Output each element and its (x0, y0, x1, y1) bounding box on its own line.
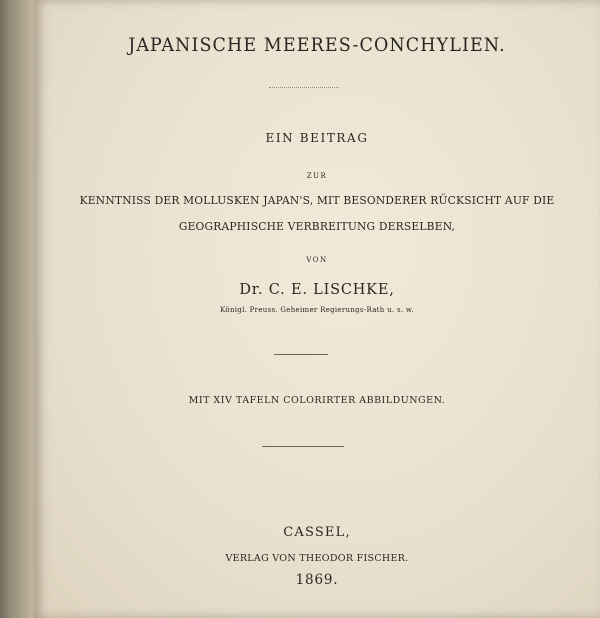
title-page (34, 0, 600, 618)
subtitle-line-2: GEOGRAPHISCHE VERBREITUNG DERSELBEN, (178, 219, 456, 233)
subtitle-line-1: KENNTNISS DER MOLLUSKEN JAPAN'S, MIT BESONDERER RÜCKSICHT AUF DIE (79, 193, 555, 207)
connector-von: VON (306, 256, 328, 264)
ornamental-rule (269, 87, 339, 88)
author-title: Königl. Preuss. Geheimer Regierungs-Rath u. s. w. (220, 306, 414, 314)
author-name: Dr. C. E. LISCHKE, (239, 282, 395, 298)
publication-place: CASSEL, (283, 525, 351, 540)
contribution-heading: EIN BEITRAG (265, 131, 369, 145)
plates-note: MIT XIV TAFELN COLORIRTER ABBILDUNGEN. (188, 395, 446, 406)
divider-rule-1 (274, 354, 328, 355)
publication-year: 1869. (295, 572, 339, 588)
book-title: JAPANISCHE MEERES-CONCHYLIEN. (128, 34, 506, 56)
divider-rule-2 (262, 446, 344, 447)
connector-zur: ZUR (306, 172, 328, 180)
publisher-name: VERLAG VON THEODOR FISCHER. (225, 553, 409, 564)
